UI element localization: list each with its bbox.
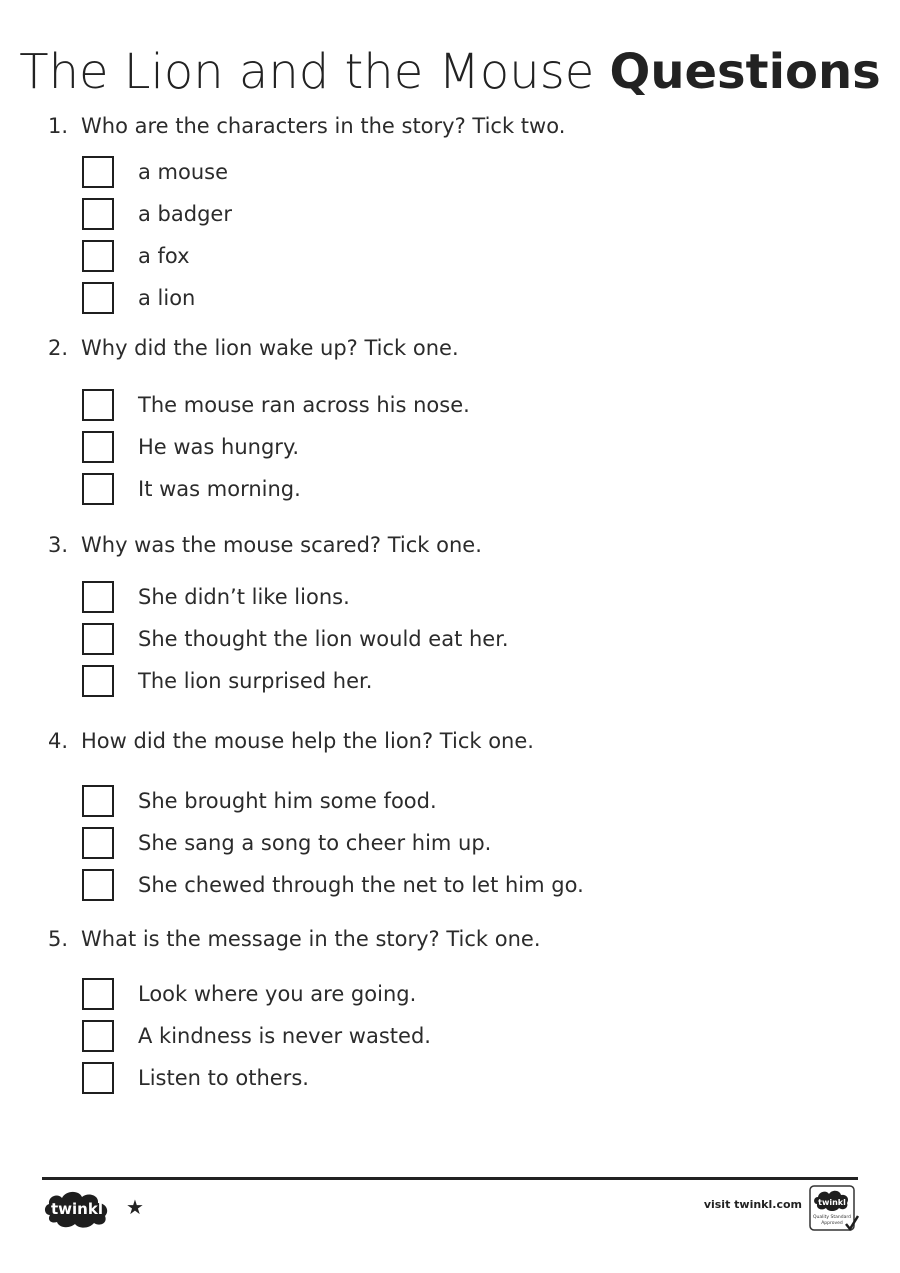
option-label: She chewed through the net to let him go. [138, 873, 584, 897]
title-regular: The Lion and the Mouse [19, 44, 595, 100]
page-title [0, 42, 900, 102]
question-text: Who are the characters in the story? Tick two. [81, 114, 566, 138]
option-label: A kindness is never wasted. [138, 1024, 431, 1048]
quality-badge [808, 1184, 860, 1234]
question-number: 3. [48, 533, 69, 557]
option-row [82, 664, 372, 698]
tick-box[interactable] [82, 1062, 114, 1094]
option-label: a fox [138, 244, 190, 268]
question-text: What is the message in the story? Tick one. [81, 927, 541, 951]
question-number: 1. [48, 114, 69, 138]
option-row [82, 281, 195, 315]
option-label: The mouse ran across his nose. [138, 393, 470, 417]
question-number: 4. [48, 729, 69, 753]
question-text: Why was the mouse scared? Tick one. [81, 533, 482, 557]
option-row [82, 155, 228, 189]
visit-link[interactable]: visit twinkl.com [703, 1198, 802, 1211]
tick-box[interactable] [82, 282, 114, 314]
option-row [82, 826, 491, 860]
question-2 [48, 334, 459, 362]
star-icon: ★ [126, 1195, 144, 1219]
question-number: 5. [48, 927, 69, 951]
question-5 [48, 925, 541, 953]
title-bold: Questions [609, 44, 881, 100]
footer-divider [42, 1177, 858, 1180]
option-row [82, 580, 350, 614]
option-row [82, 197, 232, 231]
option-label: She brought him some food. [138, 789, 437, 813]
option-label: The lion surprised her. [138, 669, 373, 693]
tick-box[interactable] [82, 785, 114, 817]
badge-text: twinkl [818, 1198, 846, 1207]
badge-caption-1: Quality Standard [813, 1215, 851, 1220]
option-row [82, 1019, 431, 1053]
option-label: She sang a song to cheer him up. [138, 831, 492, 855]
tick-box[interactable] [82, 431, 114, 463]
question-3 [48, 531, 482, 559]
tick-box[interactable] [82, 1020, 114, 1052]
option-label: a lion [138, 286, 196, 310]
question-number: 2. [48, 336, 69, 360]
option-row [82, 1061, 309, 1095]
option-row [82, 868, 584, 902]
tick-box[interactable] [82, 581, 114, 613]
option-row [82, 622, 509, 656]
option-label: Look where you are going. [138, 982, 417, 1006]
tick-box[interactable] [82, 156, 114, 188]
option-label: He was hungry. [138, 435, 300, 459]
question-text: How did the mouse help the lion? Tick one. [81, 729, 534, 753]
option-row [82, 239, 190, 273]
question-4 [48, 727, 534, 755]
tick-box[interactable] [82, 240, 114, 272]
tick-box[interactable] [82, 978, 114, 1010]
tick-box[interactable] [82, 665, 114, 697]
tick-box[interactable] [82, 869, 114, 901]
option-label: It was morning. [138, 477, 301, 501]
question-1 [48, 112, 565, 140]
logo-text: twinkl [51, 1200, 103, 1218]
option-row [82, 784, 437, 818]
tick-box[interactable] [82, 623, 114, 655]
tick-box[interactable] [82, 389, 114, 421]
badge-caption-2: Approved [821, 1221, 843, 1226]
tick-box[interactable] [82, 473, 114, 505]
option-row [82, 472, 301, 506]
tick-box[interactable] [82, 827, 114, 859]
question-text: Why did the lion wake up? Tick one. [81, 336, 459, 360]
option-row [82, 388, 470, 422]
twinkl-logo[interactable] [42, 1185, 114, 1229]
option-row [82, 430, 299, 464]
tick-box[interactable] [82, 198, 114, 230]
option-label: She didn’t like lions. [138, 585, 350, 609]
option-label: a badger [138, 202, 232, 226]
option-label: She thought the lion would eat her. [138, 627, 509, 651]
option-label: a mouse [138, 160, 229, 184]
option-label: Listen to others. [138, 1066, 309, 1090]
option-row [82, 977, 416, 1011]
